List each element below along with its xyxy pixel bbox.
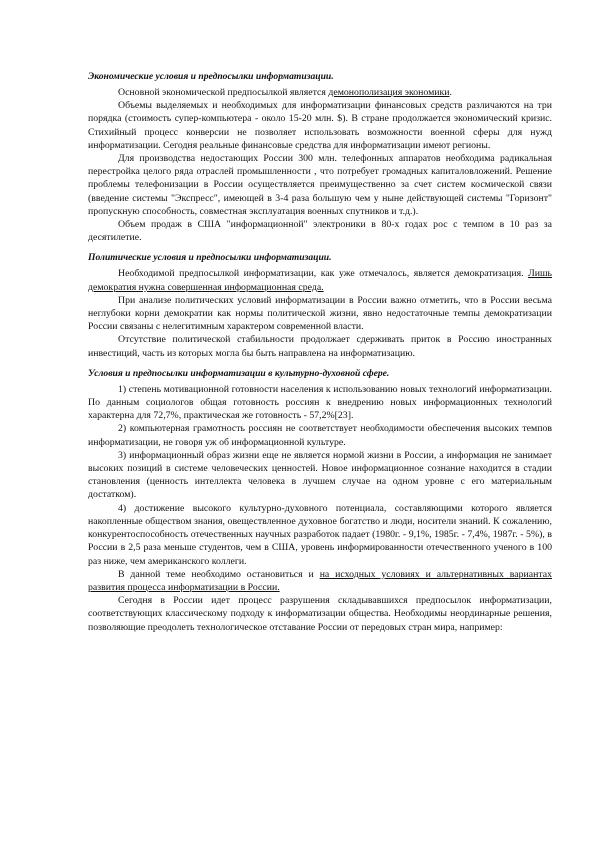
- section-heading-economic: Экономические условия и предпосылки информатизации.: [88, 71, 334, 82]
- text-run: Основной экономической предпосылкой является: [118, 87, 329, 98]
- underlined-text: демонополизация экономики: [328, 87, 450, 98]
- text-run: Необходимой предпосылкой информатизации, как уже отмечалось, является демократизация.: [118, 268, 529, 280]
- section-heading-cultural: Условия и предпосылки информатизации в культурно-духовной сфере.: [88, 367, 390, 379]
- text-run: .: [449, 87, 452, 98]
- paragraph: Объемы выделяемых и необходимых для информатизации финансовых средств различаются на три порядка (стоимость супер-компьютера - около 15-20 млн. $). В стране продолжается экономический кризис. Стихийный процесс конверсии не позволяет использовать возможности военной сферы для нужд информатизации. Сегодня реальные финансовые средства для информатизации имеют регионы.: [88, 100, 552, 151]
- paragraph: [88, 86, 552, 99]
- underlined-text: Лишь демократия нужна совершенная информационная среда.: [88, 268, 552, 293]
- paragraph: Объем продаж в США "информационной" электроники в 80-х годах рос с темпом в 10 раз за десятилетие.: [88, 219, 552, 244]
- underlined-text: на исходных условиях и альтернативных вариантах развития процесса информатизации в России.: [88, 568, 552, 593]
- section-cultural: [88, 367, 552, 634]
- paragraph: Сегодня в России идет процесс разрушения складывавшихся предпосылок информатизации, соответствующих классическому подходу к информатизации общества. Необходимы неординарные решения, позволяющие преодолеть технологическое отставание России от передовых стран мира, например:: [88, 595, 552, 633]
- paragraph: [88, 568, 552, 594]
- section-political: [88, 251, 552, 359]
- text-run: В данной теме необходимо остановиться и: [118, 568, 320, 580]
- paragraph: Отсутствие политической стабильности продолжает сдерживать приток в Россию иностранных инвестиций, часть из которых могла бы быть направлена на информатизацию.: [88, 334, 552, 359]
- section-heading-political: Политические условия и предпосылки информатизации.: [88, 252, 332, 264]
- section-economic: [88, 70, 552, 244]
- paragraph: [88, 267, 552, 293]
- paragraph: 3) информационный образ жизни еще не является нормой жизни в России, а информация не занимает высоких позиций в системе человеческих ценностей. Новое информационное сознание находится в стадии становления (ценность интеллекта человека в лучшем случае на одном уровне с его материальным достатком).: [88, 449, 552, 501]
- paragraph: 4) достижение высокого культурно-духовного потенциала, составляющими которого является накопленные обществом знания, овеществленное духовное богатство и люди, носители знаний. К сожалению, конкурентоспособность отечественных научных разработок падает (1980г. - 9,1%, 1985г. - 7,4%, 1987г. - 5%), в России в 2,5 раза меньше студентов, чем в США, уровень информированности отечественного ученого в 100 раз ниже, чем американского коллеги.: [88, 502, 552, 567]
- paragraph: 1) степень мотивационной готовности населения к использованию новых технологий информатизации. По данным социологов общая готовность россиян к внедрению новых информационных технологий характерна для 72,7%, практическая же готовность - 57,2%[23].: [88, 383, 552, 422]
- paragraph: 2) компьютерная грамотность россиян не соответствует необходимости обеспечения высоких темпов информатизации, не говоря уж об информационной культуре.: [88, 423, 552, 448]
- paragraph: Для производства недостающих России 300 млн. телефонных аппаратов необходима радикальная перестройка целого ряда отраслей промышленности , что потребует громадных капиталовложений. Решение проблемы телефонизации в России осуществляется преимущественно за счет систем космической связи (введение системы "Экспресс", имеющей в 3-4 раза большую чем у ныне действующей системы "Горизонт" пропускную способность, совместная эксплуатация военных спутников и т.д.).: [88, 153, 552, 217]
- document-body: [88, 70, 552, 634]
- paragraph: При анализе политических условий информатизации в России важно отметить, что в России весьма неглубоки корни демократии как нормы политической жизни, явно недостаточные темпы демократизации России связаны с нелегитимным характером современной власти.: [88, 294, 552, 333]
